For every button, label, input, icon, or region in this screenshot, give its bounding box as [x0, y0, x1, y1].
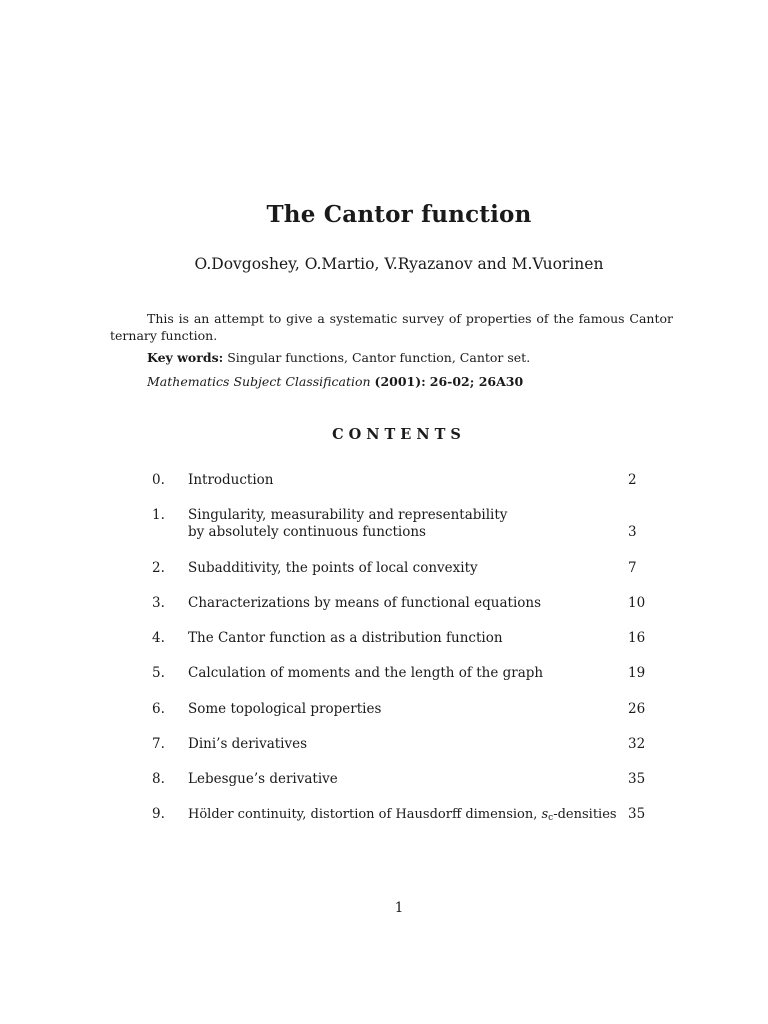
toc-page: 3: [628, 524, 637, 540]
toc-number: 1.: [152, 507, 165, 523]
toc-page: 19: [628, 665, 646, 681]
toc-title: Singularity, measurability and representability: [188, 507, 508, 523]
page-number: 1: [394, 900, 404, 916]
msc-label: Mathematics Subject Classification: [147, 374, 371, 389]
toc-page: 32: [628, 736, 646, 752]
toc-title-math-subscript: c: [548, 813, 554, 823]
abstract-text: This is an attempt to give a systematic survey of properties of the famous Cantor ternary function.: [110, 311, 673, 343]
toc-page: 7: [628, 560, 637, 576]
toc-page: 35: [628, 806, 646, 822]
toc-title-text: Hölder continuity, distortion of Hausdorff dimension,: [188, 807, 538, 822]
toc-number: 8.: [152, 771, 165, 787]
msc-codes: 26-02; 26A30: [429, 374, 524, 389]
keywords-text: Singular functions, Cantor function, Cantor set.: [227, 350, 531, 365]
toc-title: Subadditivity, the points of local convexity: [188, 560, 478, 576]
toc-page: 26: [628, 701, 646, 717]
toc-title: [188, 806, 628, 827]
keywords-label: Key words:: [147, 350, 224, 365]
toc-number: 5.: [152, 665, 165, 681]
toc-title-tail: -densities: [553, 807, 617, 822]
toc-title-line2: by absolutely continuous functions: [188, 524, 426, 540]
toc-title: Some topological properties: [188, 701, 382, 717]
contents-heading: CONTENTS: [332, 426, 466, 443]
toc-page: 2: [628, 472, 637, 488]
toc-title: Calculation of moments and the length of the graph: [188, 665, 544, 681]
toc-title: Dini’s derivatives: [188, 736, 308, 752]
toc-number: 7.: [152, 736, 165, 752]
toc-page: 16: [628, 630, 646, 646]
toc-number: 9.: [152, 806, 165, 822]
toc-title: Characterizations by means of functional equations: [188, 595, 542, 611]
toc-number: 4.: [152, 630, 165, 646]
toc-title: Introduction: [188, 472, 274, 488]
msc-year: (2001):: [374, 374, 426, 389]
toc-number: 6.: [152, 701, 165, 717]
paper-authors: O.Dovgoshey, O.Martio, V.Ryazanov and M.Vuorinen: [194, 255, 604, 273]
toc-number: 0.: [152, 472, 165, 488]
toc-title-math: s: [541, 807, 549, 822]
toc-number: 3.: [152, 595, 165, 611]
toc-title: Lebesgue’s derivative: [188, 771, 338, 787]
paper-title: The Cantor function: [266, 201, 532, 228]
toc-page: 10: [628, 595, 646, 611]
toc-number: 2.: [152, 560, 165, 576]
toc-page: 35: [628, 771, 646, 787]
toc-title: The Cantor function as a distribution function: [188, 630, 503, 646]
